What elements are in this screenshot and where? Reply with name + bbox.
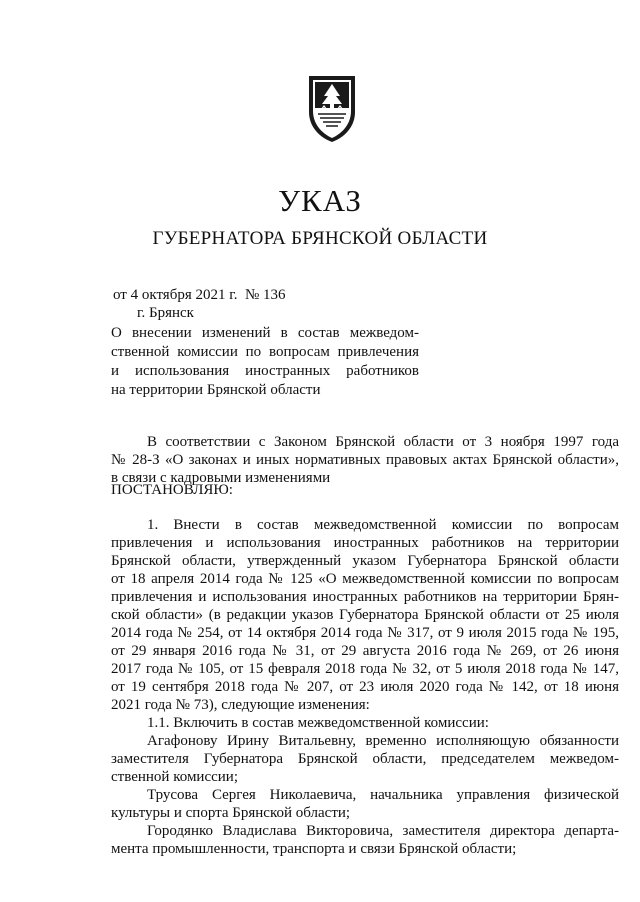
item1-line: Брянской области, утвержденный указом Губернатора Брянской области [111,553,619,569]
person1-line: ственной комиссии; [111,769,238,785]
item1-line: от 29 января 2016 года № 31, от 29 августа 2016 года № 269, от 26 июня [111,643,619,659]
preamble [111,433,619,487]
preamble-line: в связи с кадровыми изменениями [111,470,331,486]
decree-word: ПОСТАНОВЛЯЮ: [111,482,233,498]
person3-line: мента промышленности, транспорта и связи Брянской области; [111,841,517,857]
item1-line: 2017 года № 105, от 15 февраля 2018 года № 32, от 5 июля 2018 года № 147, [111,661,619,677]
person2-line: Трусова Сергея Николаевича, начальника управления физической [147,787,619,803]
document-subtitle: ГУБЕРНАТОРА БРЯНСКОЙ ОБЛАСТИ [152,228,488,249]
person2-line: культуры и спорта Брянской области; [111,805,351,821]
subject-line: и использования иностранных работников [111,363,419,379]
preamble-line: В соответствии с Законом Брянской области от 3 ноября 1997 года [147,434,619,450]
subject-line: на территории Брянской области [111,382,321,398]
document-subject [111,324,419,400]
item1-line: ской области» (в редакции указов Губернатора Брянской области от 25 июля [111,607,619,623]
person1-line: Агафонову Ирину Витальевну, временно исполняющую обязанности [147,733,619,749]
item1-line: 2021 года № 73), следующие изменения: [111,697,370,713]
item1-line: 1. Внести в состав межведомственной комиссии по вопросам [147,517,619,533]
person1-line: заместителя Губернатора Брянской области, председателем межведом- [111,751,619,767]
subject-line: ственной комиссии по вопросам привлечения [111,344,419,360]
document-title: УКАЗ [278,183,362,218]
date-number: от 4 октября 2021 г. № 136 [113,287,286,303]
person3-line: Городянко Владислава Викторовича, заместителя директора департа- [147,823,619,839]
subject-line: О внесении изменений в состав межведом- [111,325,419,341]
item1-line: привлечения и использования иностранных работников на территории [111,535,619,551]
city: г. Брянск [137,305,194,321]
item1-line: от 19 сентября 2018 года № 207, от 23 июля 2020 года № 142, от 18 июня [111,679,619,695]
item1-line: 2014 года № 254, от 14 октября 2014 года № 317, от 9 июля 2015 года № 195, [111,625,619,641]
preamble-line: № 28-З «О законах и иных нормативных правовых актах Брянской области», [111,452,619,468]
document-body [111,516,619,858]
item-1-1: 1.1. Включить в состав межведомственной комиссии: [147,715,489,731]
coat-of-arms-emblem [303,72,361,144]
item1-line: привлечения и использования иностранных работников на территории Брян- [111,589,619,605]
item1-line: от 18 апреля 2014 года № 125 «О межведомственной комиссии по вопросам [111,571,619,587]
